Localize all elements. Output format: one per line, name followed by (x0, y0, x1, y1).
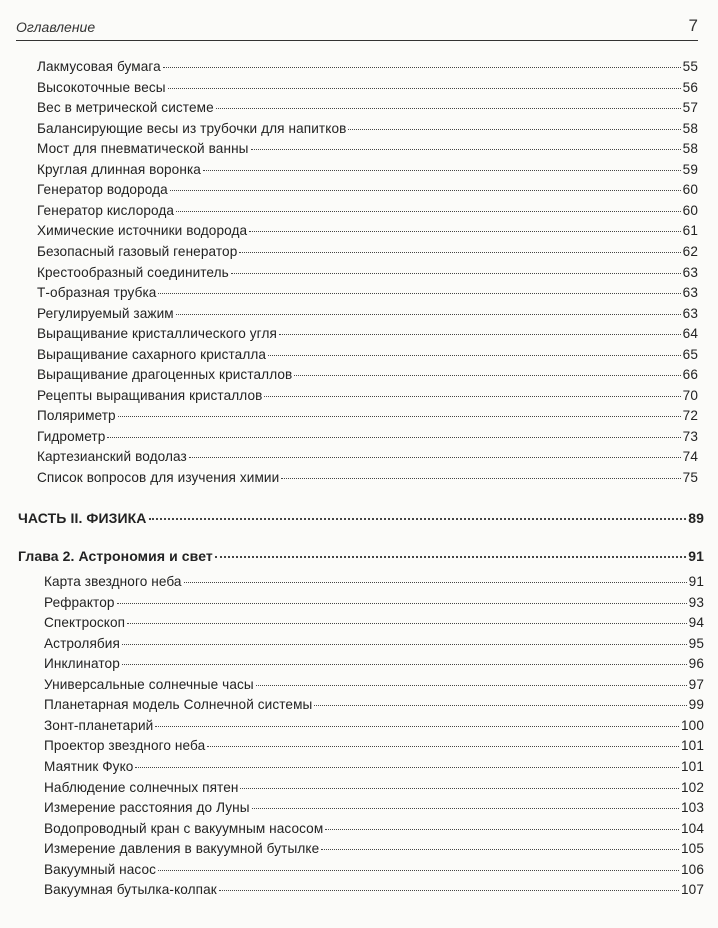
entry-page: 102 (681, 779, 704, 795)
dot-leader (325, 829, 679, 830)
page-number: 7 (688, 16, 698, 35)
dot-leader (122, 664, 687, 665)
dot-leader (203, 170, 681, 171)
dot-leader (176, 314, 681, 315)
entry-page: 55 (682, 59, 698, 74)
entry-title: Рецепты выращивания кристаллов (37, 387, 263, 403)
entry-page: 60 (682, 202, 698, 218)
dot-leader (168, 88, 681, 89)
toc-entry[interactable] (37, 139, 698, 159)
toc-entry[interactable] (37, 283, 698, 303)
toc-entry[interactable] (37, 221, 698, 241)
entry-page: 65 (682, 346, 698, 362)
entry-page: 95 (688, 635, 704, 651)
entry-title: Вакуумная бутылка-колпак (44, 882, 217, 898)
dot-leader (207, 746, 679, 747)
entry-title: ЧАСТЬ II. ФИЗИКА (18, 510, 147, 526)
entry-page: 94 (688, 615, 704, 631)
toc-entry[interactable] (37, 57, 698, 77)
toc-entry[interactable] (44, 880, 704, 900)
toc-entry[interactable] (37, 201, 698, 221)
entry-page: 106 (681, 861, 704, 877)
entry-title: Т-образная трубка (37, 285, 157, 301)
entry-page: 99 (688, 697, 704, 713)
dot-leader (279, 334, 681, 335)
toc-entry[interactable] (37, 406, 698, 426)
entry-page: 59 (682, 161, 698, 177)
toc-entry[interactable] (44, 654, 704, 674)
entry-page: 96 (688, 656, 704, 672)
dot-leader (268, 355, 681, 356)
dot-leader (135, 767, 679, 768)
dot-leader (184, 582, 687, 583)
toc-entry[interactable] (37, 180, 698, 200)
entry-page: 101 (681, 738, 704, 754)
toc-entry[interactable] (44, 798, 704, 818)
entry-title: Балансирующие весы из трубочки для напитков (37, 120, 347, 136)
dot-leader (122, 644, 687, 645)
dot-leader (281, 478, 680, 479)
toc-entry[interactable] (37, 304, 698, 324)
toc-entry[interactable] (44, 716, 704, 736)
entry-title: Вакуумный насос (44, 861, 157, 877)
entry-page: 74 (682, 449, 698, 465)
entry-page: 56 (682, 79, 698, 95)
entry-title: Наблюдение солнечных пятен (44, 779, 239, 795)
entry-title: Поляриметр (37, 408, 116, 424)
entry-page: 63 (682, 264, 698, 280)
dot-leader (256, 685, 687, 686)
entry-page: 70 (682, 387, 698, 403)
toc-entry[interactable] (37, 160, 698, 180)
entry-page: 62 (682, 243, 698, 259)
entry-title: Карта звездного неба (44, 574, 182, 589)
dot-leader (216, 108, 681, 109)
toc-entry[interactable] (37, 386, 698, 406)
toc-entry[interactable] (44, 613, 704, 633)
dot-leader (231, 273, 681, 274)
part-heading[interactable] (18, 508, 704, 528)
entry-page: 63 (682, 305, 698, 321)
entry-title: Мост для пневматической ванны (37, 141, 249, 157)
dot-leader (149, 518, 687, 520)
toc-entry[interactable] (37, 365, 698, 385)
dot-leader (189, 457, 681, 458)
dot-leader (219, 890, 679, 891)
entry-title: Высокоточные весы (37, 79, 166, 95)
toc-entry[interactable] (44, 757, 704, 777)
toc-entry[interactable] (44, 736, 704, 756)
entry-page: 105 (681, 841, 704, 857)
dot-leader (294, 375, 680, 376)
toc-entry[interactable] (37, 263, 698, 283)
dot-leader (155, 726, 679, 727)
entry-page: 57 (682, 100, 698, 116)
toc-entry[interactable] (44, 634, 704, 654)
entry-page: 93 (688, 594, 704, 610)
entry-page: 58 (682, 141, 698, 157)
entry-title: Выращивание кристаллического угля (37, 326, 277, 342)
toc-entry[interactable] (37, 119, 698, 139)
entry-title: Планетарная модель Солнечной системы (44, 697, 313, 713)
toc-entry[interactable] (37, 427, 698, 447)
entry-page: 64 (682, 326, 698, 342)
entry-title: Регулируемый зажим (37, 305, 174, 321)
entry-title: Измерение давления в вакуумной бутылке (44, 841, 320, 857)
entry-page: 61 (682, 223, 698, 239)
dot-leader (251, 149, 681, 150)
entry-title: Гидрометр (37, 428, 106, 444)
entry-title: Вес в метрической системе (37, 100, 214, 116)
entry-page: 60 (682, 182, 698, 198)
entry-page: 63 (682, 285, 698, 301)
entry-page: 104 (681, 820, 704, 836)
dot-leader (158, 293, 680, 294)
dot-leader (264, 396, 680, 397)
dot-leader (314, 705, 686, 706)
entry-title: Глава 2. Астрономия и свет (18, 548, 213, 564)
entry-title: Водопроводный кран с вакуумным насосом (44, 820, 324, 836)
page-header (16, 14, 698, 41)
dot-leader (117, 603, 687, 604)
dot-leader (321, 849, 679, 850)
entry-title: Зонт-планетарий (44, 717, 154, 733)
toc-entry[interactable] (44, 860, 704, 880)
entry-page: 66 (682, 367, 698, 383)
entry-title: Лакмусовая бумага (37, 59, 161, 74)
toc-entry[interactable] (44, 593, 704, 613)
toc-entry[interactable] (44, 839, 704, 859)
entry-title: Генератор кислорода (37, 202, 175, 218)
dot-leader (158, 870, 679, 871)
entry-page: 97 (688, 676, 704, 692)
dot-leader (107, 437, 680, 438)
entry-title: Проектор звездного неба (44, 738, 206, 754)
entry-title: Круглая длинная воронка (37, 161, 201, 177)
entry-page: 91 (688, 574, 704, 589)
entry-title: Картезианский водолаз (37, 449, 187, 465)
entry-title: Генератор водорода (37, 182, 168, 198)
entry-title: Рефрактор (44, 594, 115, 610)
entry-page: 91 (688, 548, 704, 564)
entry-page: 100 (681, 717, 704, 733)
dot-leader (215, 556, 686, 558)
entry-title: Химические источники водорода (37, 223, 248, 239)
entry-title: Список вопросов для изучения химии (37, 470, 280, 485)
toc-entry[interactable] (37, 324, 698, 344)
entry-page: 75 (682, 470, 698, 485)
toc-entry[interactable] (44, 819, 704, 839)
entry-title: Астролябия (44, 635, 120, 651)
entry-page: 101 (681, 758, 704, 774)
toc-entry[interactable] (44, 778, 704, 798)
dot-leader (239, 252, 680, 253)
dot-leader (252, 808, 679, 809)
entry-title: Выращивание драгоценных кристаллов (37, 367, 293, 383)
toc-entry[interactable] (37, 78, 698, 98)
toc-entry[interactable] (37, 447, 698, 467)
entry-page: 89 (688, 510, 704, 526)
dot-leader (127, 623, 687, 624)
toc-entry[interactable] (37, 242, 698, 262)
dot-leader (348, 129, 680, 130)
entry-title: Безопасный газовый генератор (37, 243, 238, 259)
entry-page: 72 (682, 408, 698, 424)
entry-page: 58 (682, 120, 698, 136)
dot-leader (170, 190, 681, 191)
dot-leader (176, 211, 681, 212)
dot-leader (240, 788, 679, 789)
entry-page: 103 (681, 800, 704, 816)
entry-title: Крестообразный соединитель (37, 264, 229, 280)
chapter-heading[interactable] (18, 546, 704, 566)
toc-entry[interactable] (44, 695, 704, 715)
dot-leader (163, 67, 681, 68)
section-title: Оглавление (16, 19, 96, 35)
dot-leader (249, 231, 680, 232)
entry-title: Спектроскоп (44, 615, 126, 631)
entry-page: 107 (681, 882, 704, 898)
toc-entry[interactable] (44, 675, 704, 695)
toc-entry[interactable] (37, 345, 698, 365)
entry-title: Маятник Фуко (44, 758, 134, 774)
toc-entry[interactable] (44, 572, 704, 592)
toc-entry[interactable] (37, 468, 698, 488)
toc-entry[interactable] (37, 98, 698, 118)
entry-title: Выращивание сахарного кристалла (37, 346, 267, 362)
entry-title: Универсальные солнечные часы (44, 676, 254, 692)
entry-page: 73 (682, 428, 698, 444)
entry-title: Инклинатор (44, 656, 120, 672)
entry-title: Измерение расстояния до Луны (44, 800, 250, 816)
dot-leader (118, 416, 681, 417)
